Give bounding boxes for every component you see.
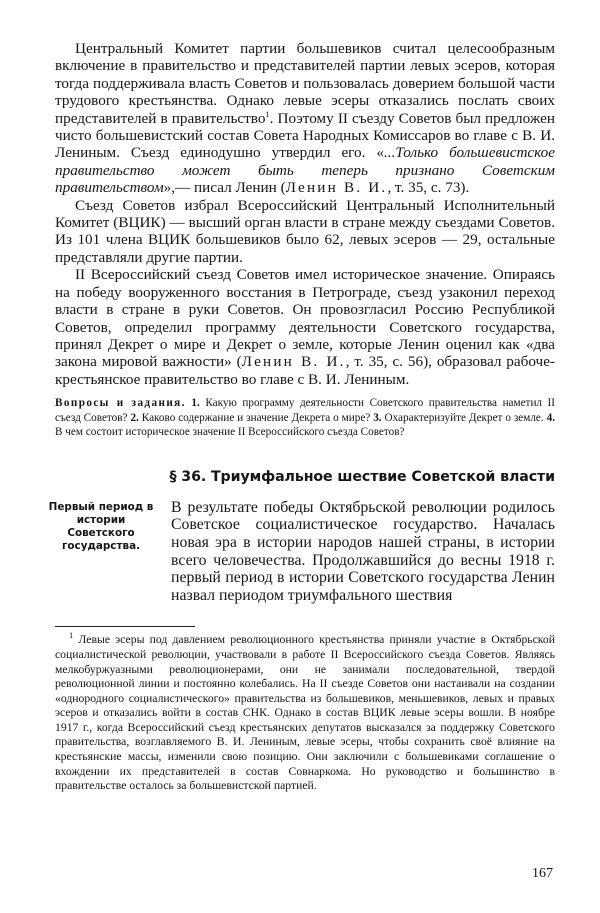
page-number: 167 xyxy=(532,866,553,881)
section-block xyxy=(48,498,555,605)
paragraph-1-text-b: . Поэтому II съезду Советов был предложен чисто большевистский состав Совета Народных Комиссаров во главе с В. И. Лениным. Съезд единодушно утвердил его. « xyxy=(55,109,555,162)
paragraph-3-text-a: II Всероссийский съезд Советов имел историческое значение. Опираясь на победу вооруженного восстания в Петрограде, съезд узаконил переход власти в стране в руки Советов. Он провозгласил Россию Республикой Советов, определил программу деятельности Советского государства, принял Декрет о мире и Декрет о земле, которые Ленин оценил как «два закона мировой важности» ( xyxy=(55,266,555,371)
paragraph-3 xyxy=(55,266,555,388)
question-number: 4. xyxy=(546,411,556,424)
paragraph-2: Съезд Советов избрал Всероссийский Центральный Исполнительный Комитет (ВЦИК) — высший орган власти в стране между съездами Советов. Из 101 члена ВЦИК большевиков было 62, левых эсеров — 29, остальные представляли другие партии. xyxy=(55,196,555,266)
citation-author: Ленин В. И. xyxy=(285,179,388,197)
section-paragraph: В результате победы Октябрьской революции родилось Советское социалистическое государство. Началась новая эра в истории народов нашей страны, в истории всего человечества. Продолжавшийся до весны 1918 г. первый период в истории Советского государства Ленин назвал периодом триумфального шествия xyxy=(171,498,555,604)
question-text: Каково содержание и значение Декрета о мире? xyxy=(141,411,371,424)
footnote-divider xyxy=(55,626,195,627)
questions-label: Вопросы и задания. xyxy=(55,397,186,410)
question-text: В чем состоит историческое значение II Всероссийского съезда Советов? xyxy=(55,425,405,438)
footnote-mark: 1 xyxy=(69,630,74,641)
question-text: Какую программу деятельности Советского правительства наметил II съезд Советов? xyxy=(55,397,556,424)
lenin-quote: ...Только большевистское правительство может быть теперь признано Советским правительством xyxy=(55,144,556,197)
footnote-reference: 1 xyxy=(265,108,270,119)
paragraph-1-text-d: , т. 35, с. 73). xyxy=(387,179,470,197)
paragraph-3-text-b: , т. 35, с. 56), образовал рабоче-крестьянское правительство во главе с В. И. Лениным. xyxy=(55,353,555,388)
footnote xyxy=(55,630,555,794)
page-content xyxy=(48,40,556,794)
margin-note: Первый период в истории Советского государства. xyxy=(48,500,154,553)
question-number: 3. xyxy=(373,411,382,424)
paragraph-1 xyxy=(55,40,555,197)
question-number: 2. xyxy=(130,411,139,424)
question-number: 1. xyxy=(191,397,200,410)
section-title: § 36. Триумфальное шествие Советской власти xyxy=(169,469,555,486)
paragraph-1-text-a: Центральный Комитет партии большевиков считал целесообразным включение в правительство и представителей партии левых эсеров, которая тогда поддерживала власть Советов и пользовалась доверием большой части трудового крестьянства. Однако левые эсеры отказались послать своих представителей в правительство xyxy=(55,40,555,127)
footnote-text: Левые эсеры под давлением революционного крестьянства приняли участие в Октябрьской социалистической революции, участвовали в работе II Всероссийского съезда Советов. Являясь мелкобуржуазными революционерами, они не занимали последовательной, твердой революционной линии и постоянно колебались. На II съезде Советов они настаивали на создании «однородного социалистического» правительства из большевиков, меньшевиков, левых и правых эсеров и отказались войти в состав СНК. Однако в состав ВЦИК левые эсеры вошли. В ноябре 1917 г., когда Всероссийский съезд крестьянских депутатов высказался за поддержку Советского правительства, возглавляемого В. И. Лениным, левые эсеры, чтобы сохранить своё влияние на крестьянские массы, изменили свою позицию. Они заключили с большевиками соглашение о вхождении их представителей в состав Совнаркома. Но руководство и большинство в правительстве осталось за большевистской партией. xyxy=(55,633,555,793)
questions-block xyxy=(55,396,555,439)
paragraph-1-text-c: »,— писал Ленин ( xyxy=(163,179,286,197)
question-text: Охарактеризуйте Декрет о земле. xyxy=(384,411,544,424)
citation-author: Ленин В. И. xyxy=(241,353,346,371)
